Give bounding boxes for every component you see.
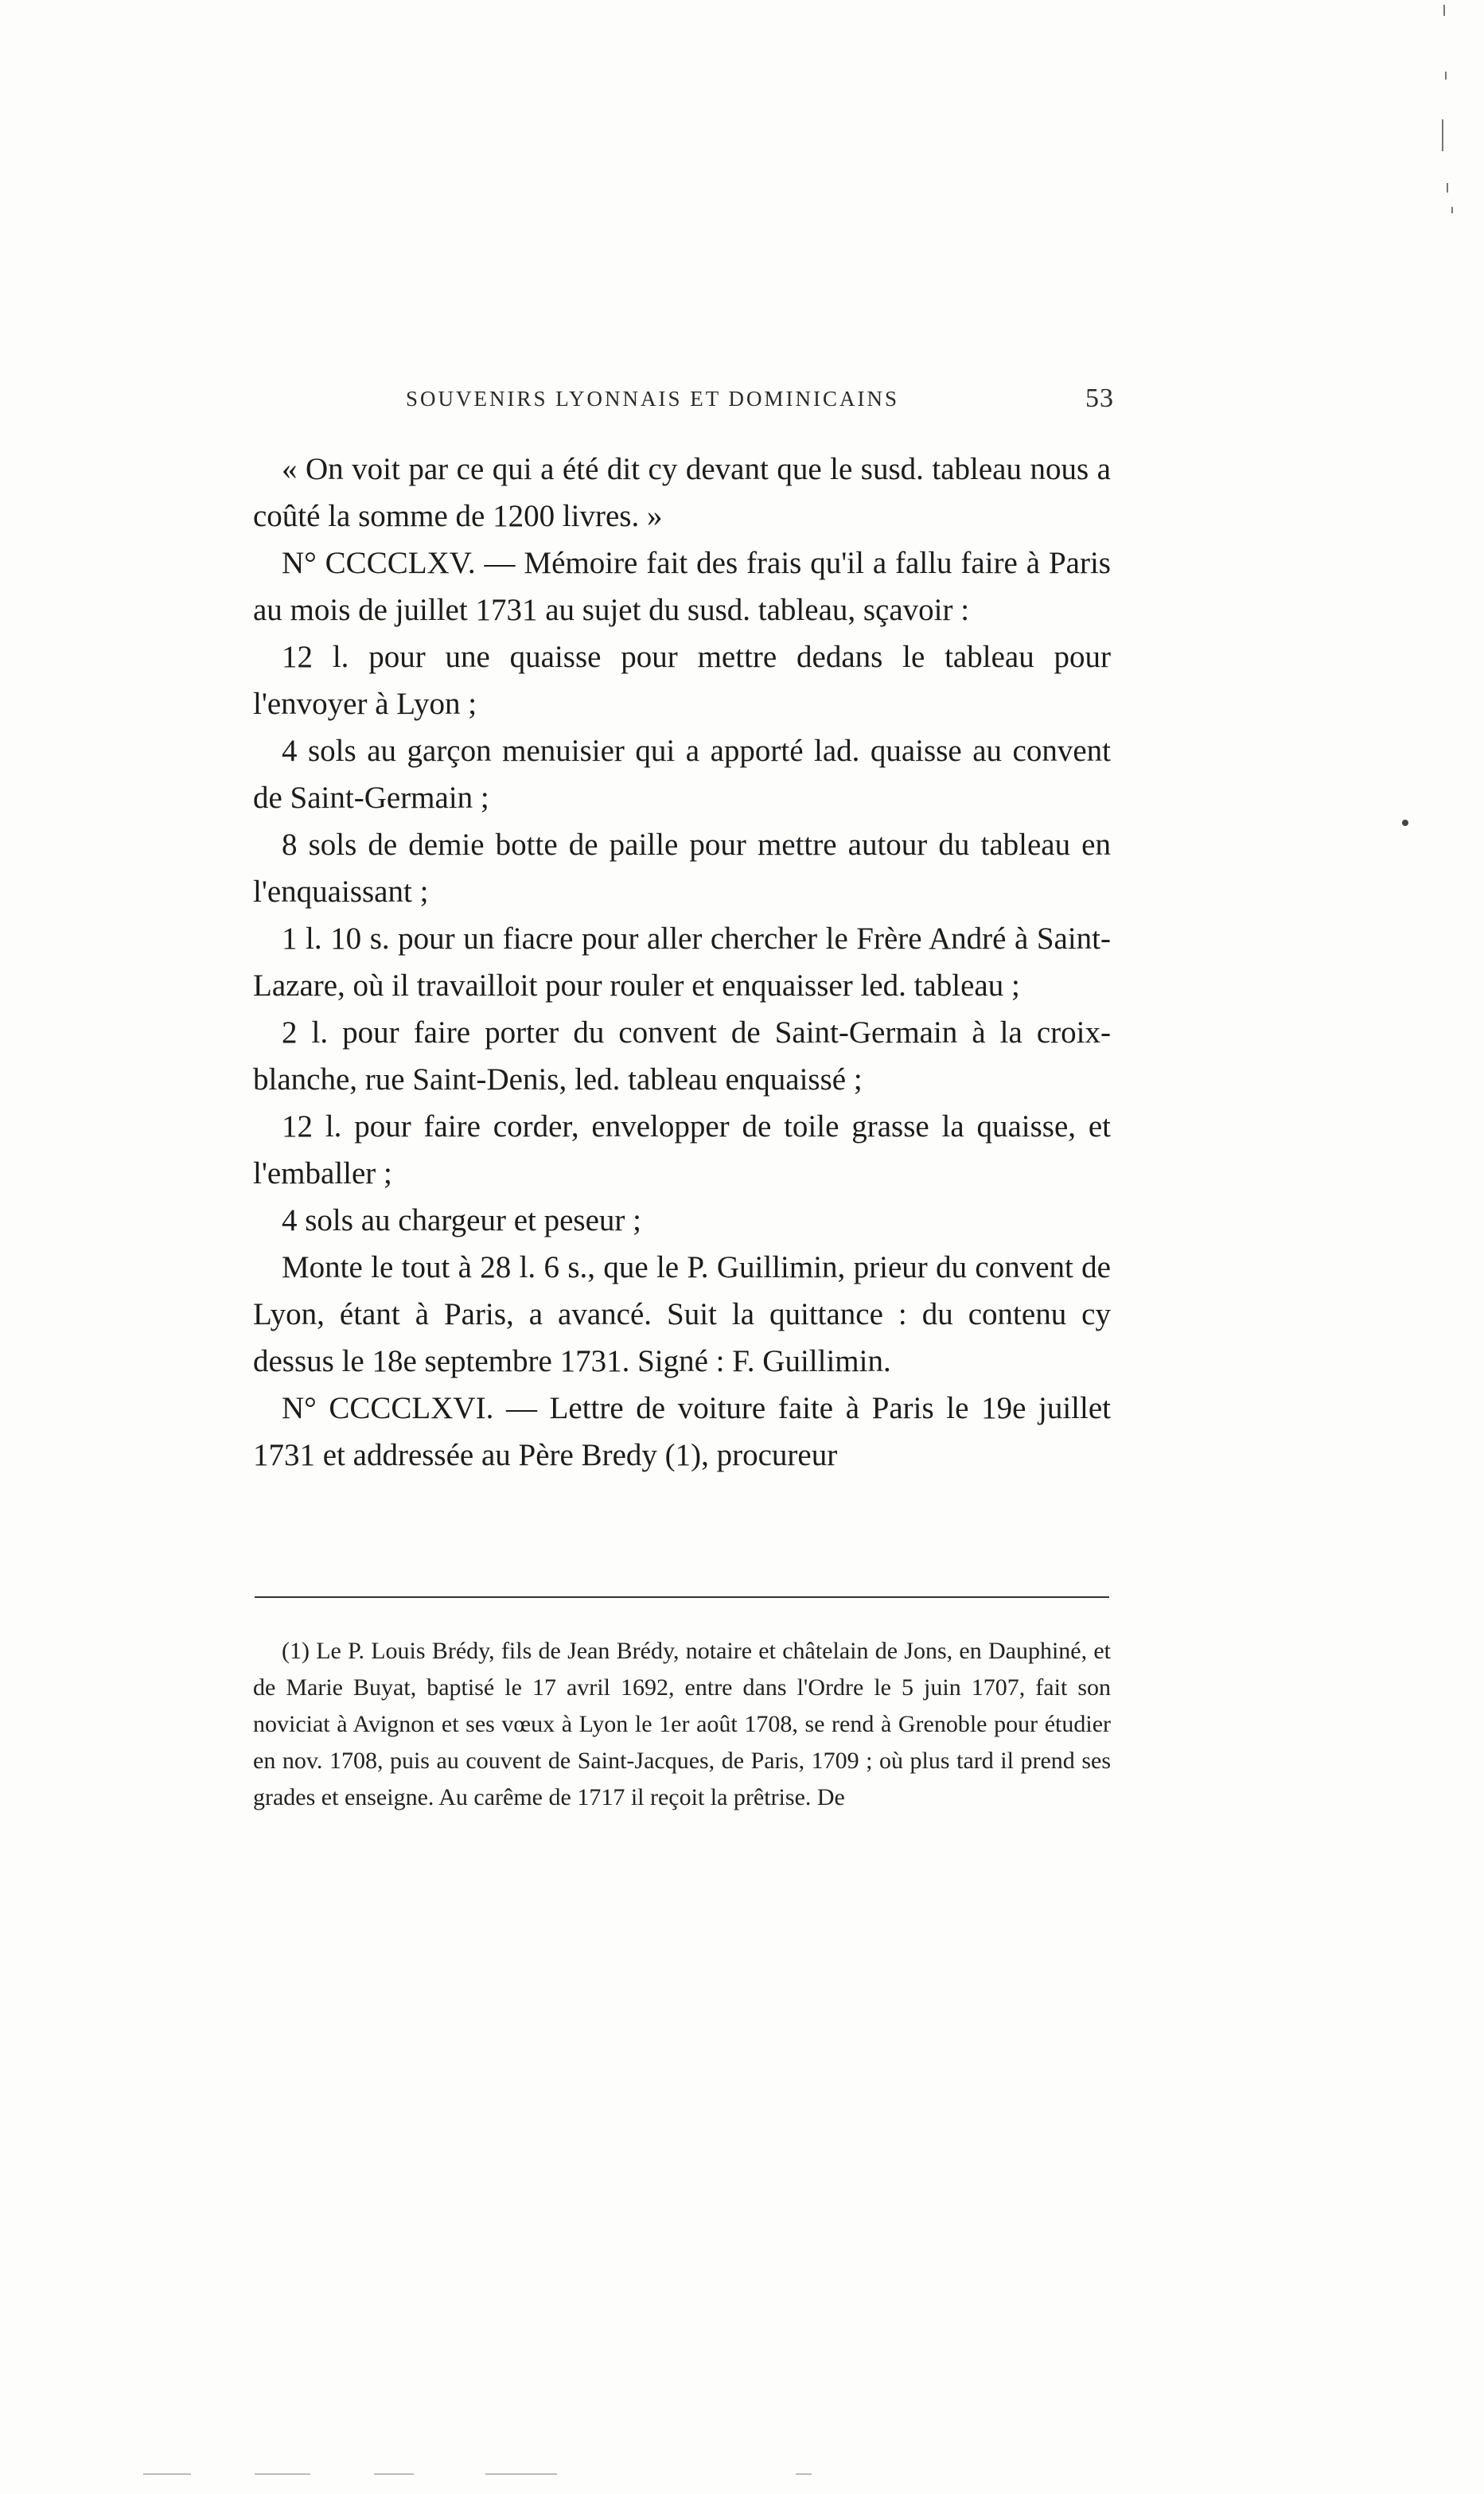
footnote-text: (1) Le P. Louis Brédy, fils de Jean Brédy, notaire et châtelain de Jons, en Dauphiné, et de Marie Buyat, baptisé le 17 avril 1692, entre dans l'Ordre le 5 juin 1707, fait son noviciat à Avignon et ses vœux à Lyon le 1er août 1708, se rend à Grenoble pour étudier en nov. 1708, puis au couvent de Saint-Jacques, de Paris, 1709 ; où plus tard il prend ses grades et enseigne. Au carême de 1717 il reçoit la prêtrise. De: [253, 1638, 1111, 1810]
paragraph: N° CCCCLXVI. — Lettre de voiture faite à Paris le 19e juillet 1731 et addressée au Père Bredy (1), procureur: [253, 1391, 1111, 1472]
mark: [796, 2473, 812, 2475]
paragraph: 8 sols de demie botte de paille pour mettre autour du tableau en l'enquaissant ;: [253, 828, 1111, 909]
paragraph: « On voit par ce qui a été dit cy devant que le susd. tableau nous a coûté la somme de 1200 livres. »: [253, 452, 1111, 533]
paragraph: N° CCCCLXV. — Mémoire fait des frais qu'il a fallu faire à Paris au mois de juillet 1731 au sujet du susd. tableau, sçavoir :: [253, 546, 1111, 627]
paragraph: 12 l. pour faire corder, envelopper de toile grasse la quaisse, et l'emballer ;: [253, 1109, 1111, 1190]
speck: [1445, 72, 1447, 80]
scan-margin-marks: [1440, 0, 1464, 239]
footnote-divider: [255, 1596, 1109, 1598]
speck: [1442, 119, 1443, 151]
running-head-title: SOUVENIRS LYONNAIS ET DOMINICAINS: [406, 387, 900, 411]
paragraph: Monte le tout à 28 l. 6 s., que le P. Guillimin, prieur du convent de Lyon, étant à Paris, a avancé. Suit la quittance : du contenu cy dessus le 18e septembre 1731. Signé : F. Guillimin.: [253, 1250, 1111, 1378]
mark: [255, 2473, 310, 2475]
paragraph: 4 sols au garçon menuisier qui a apporté lad. quaisse au convent de Saint-Germain ;: [253, 734, 1111, 815]
mark: [374, 2473, 414, 2475]
footnote: [253, 1633, 1111, 1816]
paragraph: 12 l. pour une quaisse pour mettre dedans le tableau pour l'envoyer à Lyon ;: [253, 640, 1111, 721]
margin-dot: [1402, 820, 1408, 826]
scan-bottom-marks: [0, 2473, 1484, 2478]
paragraph: 4 sols au chargeur et peseur ;: [282, 1203, 641, 1237]
speck: [1447, 183, 1448, 193]
paragraph: 1 l. 10 s. pour un fiacre pour aller chercher le Frère André à Saint-Lazare, où il travailloit pour rouler et enquaisser led. tableau ;: [253, 922, 1111, 1003]
speck: [1451, 207, 1453, 213]
mark: [485, 2473, 557, 2475]
paragraph: 2 l. pour faire porter du convent de Saint-Germain à la croix-blanche, rue Saint-Denis, led. tableau enquaissé ;: [253, 1015, 1111, 1097]
main-text: [253, 446, 1111, 1479]
running-head: [406, 384, 1138, 422]
page-number: 53: [1085, 384, 1114, 413]
speck: [1443, 5, 1445, 16]
mark: [143, 2473, 191, 2475]
